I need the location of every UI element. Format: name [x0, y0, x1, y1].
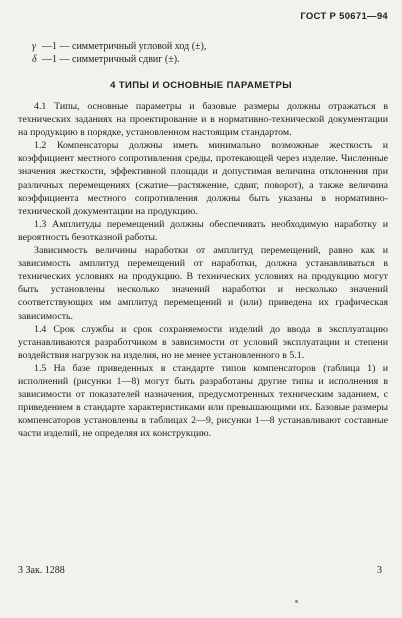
paragraph: 4.1 Типы, основные параметры и базовые размеры должны отражаться в технических заданиях на проектирование и в нормативно-технической документации на продукцию в порядке, установленном настоящим стандартом.	[18, 101, 388, 139]
paragraph: 1.5 На базе приведенных в стандарте типов компенсаторов (таблица 1) и исполнений (рисунки 1—8) могут быть разработаны другие типы и исполнения в зависимости от показателей назначения, предусмотренных техническим заданием, с приведением в стандарте характеристиками или превышающими их. Базовые размеры компенсаторов установлены в таблицах 2—9, рисунки 1—8 устанавливают составные части изделий, не определяя их конструкцию.	[18, 362, 388, 440]
paragraph: 1.4 Срок службы и срок сохраняемости изделий до ввода в эксплуатацию устанавливаются разработчиком в зависимости от условий эксплуатации и степени воздействия нагрузок на изделия, но не менее установленного в 5.1.	[18, 323, 388, 361]
definition-symbol: γ	[32, 41, 36, 52]
page-number: 3	[377, 565, 382, 576]
definition-row	[32, 40, 206, 53]
standard-header: ГОСТ Р 50671—94	[300, 11, 388, 22]
print-order-number: 3 Зак. 1288	[18, 565, 65, 576]
section-title: 4 ТИПЫ И ОСНОВНЫЕ ПАРАМЕТРЫ	[110, 80, 292, 91]
scan-speck	[295, 600, 298, 603]
paragraph: 1.3 Амплитуды перемещений должны обеспечивать необходимую наработку и вероятность безотказной работы.	[18, 218, 388, 243]
paragraph: 1.2 Компенсаторы должны иметь минимально возможные жесткость и коэффициент местного сопротивления среды, протекающей через изделие. Численные значения жесткости, эффективной площади и допустимая величина отклонения при различных перемещениях (сжатие—растяжение, сдвиг, поворот), а также величина коэффициента местного сопротивления должны быть указаны в нормативно-технической документации на продукцию.	[18, 140, 388, 217]
definition-text: —1 — симметричный сдвиг (±).	[42, 54, 180, 65]
paragraph: Зависимость величины наработки от амплитуд перемещений, равно как и зависимость амплитуд перемещений от наработки, должна устанавливаться в технических условиях на продукцию. В технических условиях на продукцию могут быть установлены несколько значений наработки и несколько значений соответствующих им амплитуд перемещений и (или) приведена их графическая зависимость.	[18, 245, 388, 322]
definition-text: —1 — симметричный угловой ход (±),	[42, 41, 207, 52]
definition-symbol: δ	[32, 54, 37, 65]
symbol-definitions	[32, 40, 206, 66]
definition-row	[32, 53, 206, 66]
body-text	[18, 100, 388, 440]
